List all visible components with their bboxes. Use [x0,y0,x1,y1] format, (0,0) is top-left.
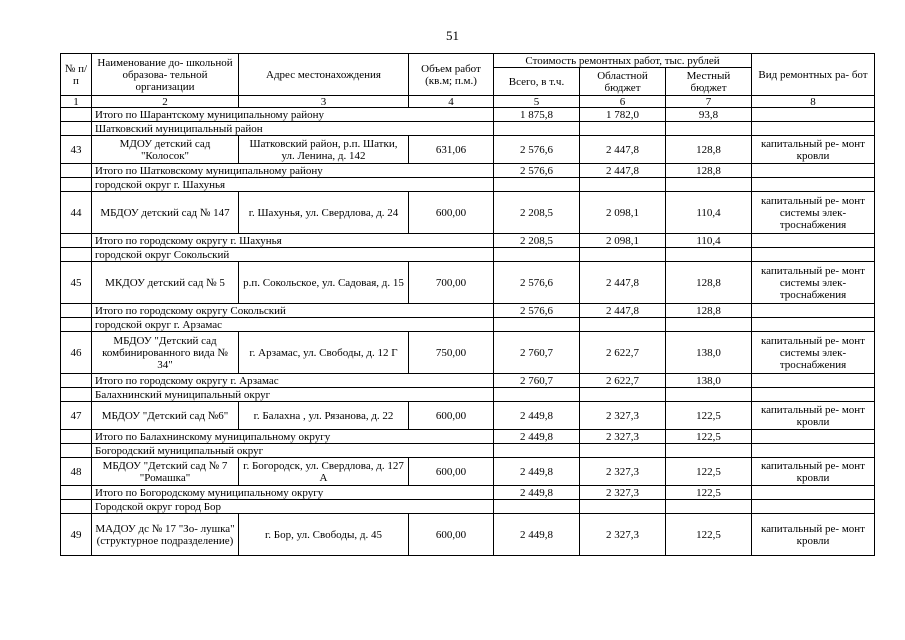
empty-cell [580,178,666,192]
repair-cost-table [60,53,875,556]
empty-cell [61,248,92,262]
page-number: 51 [446,28,459,43]
repair-kind: капитальный ре- монт системы элек- троснабжения [752,192,875,234]
row-number: 45 [61,262,92,304]
repair-kind: капитальный ре- монт кровли [752,458,875,486]
cost-regional: 2 327,3 [580,514,666,556]
empty-cell [61,108,92,122]
subtotal-regional: 2 098,1 [580,234,666,248]
subtotal-row [61,108,875,122]
empty-cell [752,234,875,248]
empty-cell [752,318,875,332]
empty-cell [494,500,580,514]
empty-cell [61,122,92,136]
header-name: Наименование до- школьной образова- тельной организации [92,54,239,96]
subtotal-label: Итого по Шатковскому муниципальному району [92,164,494,178]
column-number: 6 [580,96,666,108]
cost-regional: 2 098,1 [580,192,666,234]
work-volume: 700,00 [409,262,494,304]
cost-local: 128,8 [666,262,752,304]
work-volume: 631,06 [409,136,494,164]
cost-total: 2 576,6 [494,262,580,304]
work-volume: 600,00 [409,192,494,234]
cost-total: 2 208,5 [494,192,580,234]
cost-local: 122,5 [666,514,752,556]
empty-cell [666,178,752,192]
subtotal-row [61,164,875,178]
organization-name: МБДОУ "Детский сад № 7 "Ромашка" [92,458,239,486]
header-local: Местный бюджет [666,68,752,96]
organization-address: Шатковский район, р.п. Шатки, ул. Ленина, д. 142 [239,136,409,164]
subtotal-regional: 1 782,0 [580,108,666,122]
empty-cell [494,248,580,262]
subtotal-local: 128,8 [666,304,752,318]
repair-kind: капитальный ре- монт кровли [752,136,875,164]
empty-cell [61,444,92,458]
header-num: № п/п [61,54,92,96]
empty-cell [752,388,875,402]
table-row [61,192,875,234]
organization-address: г. Балахна , ул. Рязанова, д. 22 [239,402,409,430]
empty-cell [580,122,666,136]
table-row [61,514,875,556]
subtotal-total: 2 208,5 [494,234,580,248]
empty-cell [580,248,666,262]
subtotal-local: 138,0 [666,374,752,388]
work-volume: 600,00 [409,402,494,430]
cost-local: 128,8 [666,136,752,164]
empty-cell [61,304,92,318]
cost-local: 138,0 [666,332,752,374]
row-number: 46 [61,332,92,374]
row-number: 49 [61,514,92,556]
organization-address: г. Шахунья, ул. Свердлова, д. 24 [239,192,409,234]
district-row [61,444,875,458]
subtotal-row [61,304,875,318]
organization-address: р.п. Сокольское, ул. Садовая, д. 15 [239,262,409,304]
cost-local: 122,5 [666,458,752,486]
work-volume: 600,00 [409,514,494,556]
table-body [61,96,875,556]
empty-cell [494,444,580,458]
empty-cell [494,122,580,136]
empty-cell [580,500,666,514]
subtotal-local: 93,8 [666,108,752,122]
column-number: 4 [409,96,494,108]
district-label: городской округ г. Арзамас [92,318,494,332]
subtotal-label: Итого по Балахнинскому муниципальному округу [92,430,494,444]
empty-cell [752,248,875,262]
empty-cell [61,234,92,248]
empty-cell [580,388,666,402]
table-row [61,332,875,374]
work-volume: 750,00 [409,332,494,374]
empty-cell [666,248,752,262]
row-number: 47 [61,402,92,430]
table-row [61,136,875,164]
empty-cell [61,374,92,388]
subtotal-total: 2 576,6 [494,164,580,178]
subtotal-regional: 2 447,8 [580,304,666,318]
district-label: Городской округ город Бор [92,500,494,514]
district-row [61,122,875,136]
district-row [61,318,875,332]
header-volume: Объем работ (кв.м; п.м.) [409,54,494,96]
repair-kind: капитальный ре- монт кровли [752,514,875,556]
organization-address: г. Арзамас, ул. Свободы, д. 12 Г [239,332,409,374]
cost-local: 122,5 [666,402,752,430]
column-number-row [61,96,875,108]
empty-cell [580,318,666,332]
empty-cell [752,374,875,388]
organization-name: МБДОУ "Детский сад №6" [92,402,239,430]
cost-regional: 2 327,3 [580,402,666,430]
subtotal-total: 2 760,7 [494,374,580,388]
row-number: 44 [61,192,92,234]
empty-cell [666,500,752,514]
empty-cell [752,430,875,444]
district-label: Шатковский муниципальный район [92,122,494,136]
empty-cell [752,500,875,514]
subtotal-label: Итого по городскому округу г. Шахунья [92,234,494,248]
organization-name: МБДОУ "Детский сад комбинированного вида № 34" [92,332,239,374]
empty-cell [752,486,875,500]
column-number: 2 [92,96,239,108]
cost-total: 2 576,6 [494,136,580,164]
empty-cell [752,444,875,458]
subtotal-row [61,374,875,388]
empty-cell [61,486,92,500]
cost-total: 2 449,8 [494,458,580,486]
district-row [61,178,875,192]
repair-kind: капитальный ре- монт системы элек- троснабжения [752,262,875,304]
subtotal-regional: 2 327,3 [580,486,666,500]
cost-regional: 2 447,8 [580,262,666,304]
cost-total: 2 760,7 [494,332,580,374]
subtotal-local: 122,5 [666,430,752,444]
header-total: Всего, в т.ч. [494,68,580,96]
header-address: Адрес местонахождения [239,54,409,96]
subtotal-local: 122,5 [666,486,752,500]
table-row [61,458,875,486]
empty-cell [752,164,875,178]
subtotal-label: Итого по городскому округу г. Арзамас [92,374,494,388]
empty-cell [752,122,875,136]
empty-cell [666,122,752,136]
subtotal-label: Итого по городскому округу Сокольский [92,304,494,318]
work-volume: 600,00 [409,458,494,486]
subtotal-regional: 2 622,7 [580,374,666,388]
empty-cell [494,318,580,332]
organization-name: МБДОУ детский сад № 147 [92,192,239,234]
subtotal-label: Итого по Богородскому муниципальному округу [92,486,494,500]
empty-cell [752,178,875,192]
district-row [61,248,875,262]
empty-cell [752,304,875,318]
district-label: Балахнинский муниципальный округ [92,388,494,402]
district-row [61,388,875,402]
repair-kind: капитальный ре- монт кровли [752,402,875,430]
empty-cell [61,430,92,444]
column-number: 8 [752,96,875,108]
subtotal-row [61,486,875,500]
subtotal-row [61,234,875,248]
header-row-top [61,54,875,68]
table-row [61,262,875,304]
subtotal-label: Итого по Шарантскому муниципальному району [92,108,494,122]
header-kind: Вид ремонтных ра- бот [752,54,875,96]
cost-local: 110,4 [666,192,752,234]
empty-cell [580,444,666,458]
subtotal-local: 110,4 [666,234,752,248]
subtotal-total: 1 875,8 [494,108,580,122]
cost-total: 2 449,8 [494,402,580,430]
empty-cell [666,318,752,332]
repair-kind: капитальный ре- монт системы элек- троснабжения [752,332,875,374]
row-number: 43 [61,136,92,164]
cost-total: 2 449,8 [494,514,580,556]
column-number: 5 [494,96,580,108]
district-row [61,500,875,514]
empty-cell [61,388,92,402]
subtotal-row [61,430,875,444]
table-row [61,402,875,430]
subtotal-regional: 2 447,8 [580,164,666,178]
subtotal-regional: 2 327,3 [580,430,666,444]
empty-cell [752,108,875,122]
organization-name: МКДОУ детский сад № 5 [92,262,239,304]
district-label: городской округ г. Шахунья [92,178,494,192]
district-label: Богородский муниципальный округ [92,444,494,458]
cost-regional: 2 447,8 [580,136,666,164]
empty-cell [494,178,580,192]
empty-cell [61,500,92,514]
empty-cell [61,178,92,192]
organization-name: МАДОУ дс № 17 "Зо- лушка" (структурное подразделение) [92,514,239,556]
empty-cell [666,388,752,402]
cost-regional: 2 622,7 [580,332,666,374]
column-number: 3 [239,96,409,108]
empty-cell [61,164,92,178]
organization-address: г. Бор, ул. Свободы, д. 45 [239,514,409,556]
organization-address: г. Богородск, ул. Свердлова, д. 127 А [239,458,409,486]
empty-cell [61,318,92,332]
cost-regional: 2 327,3 [580,458,666,486]
row-number: 48 [61,458,92,486]
subtotal-total: 2 449,8 [494,430,580,444]
organization-name: МДОУ детский сад "Колосок" [92,136,239,164]
column-number: 1 [61,96,92,108]
empty-cell [666,444,752,458]
empty-cell [494,388,580,402]
subtotal-local: 128,8 [666,164,752,178]
subtotal-total: 2 449,8 [494,486,580,500]
column-number: 7 [666,96,752,108]
header-cost-group: Стоимость ремонтных работ, тыс. рублей [494,54,752,68]
header-regional: Областной бюджет [580,68,666,96]
district-label: городской округ Сокольский [92,248,494,262]
subtotal-total: 2 576,6 [494,304,580,318]
